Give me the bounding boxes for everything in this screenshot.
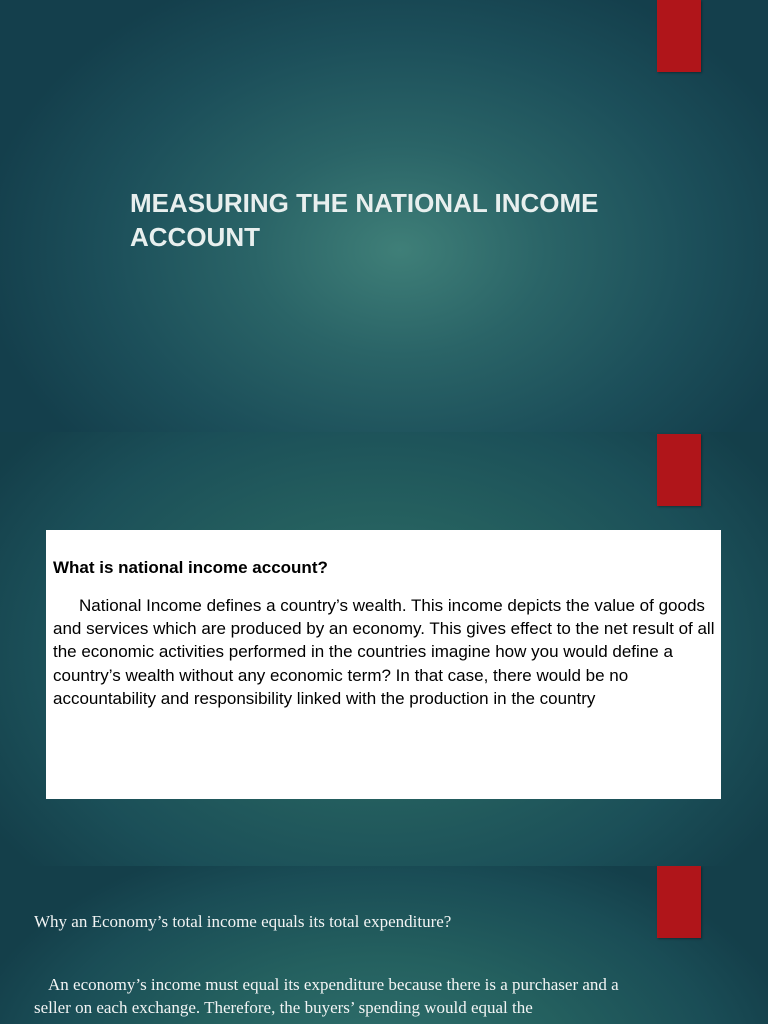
red-accent-tab <box>657 434 701 506</box>
red-accent-tab <box>657 0 701 72</box>
section-body: National Income defines a country’s wealth. This income depicts the value of goods and services which are produced by an economy. This gives effect to the net result of all the economic activities performed in the countries imagine how you would define a country’s wealth without any economic term? In that case, there would be no accountability and responsibility linked with the production in the country <box>53 596 715 708</box>
slide-3 <box>0 866 768 1024</box>
slide-title: MEASURING THE NATIONAL INCOME ACCOUNT <box>130 188 599 252</box>
section-heading: What is national income account? <box>53 558 328 577</box>
slide-1 <box>0 0 768 432</box>
section-body: An economy’s income must equal its expenditure because there is a purchaser and a seller on each exchange. Therefore, the buyers’ spending would equal the <box>34 975 619 1017</box>
red-accent-tab <box>657 866 701 938</box>
section-question: Why an Economy’s total income equals its total expenditure? <box>34 912 452 931</box>
content-box <box>46 530 721 799</box>
slide-2 <box>0 432 768 866</box>
